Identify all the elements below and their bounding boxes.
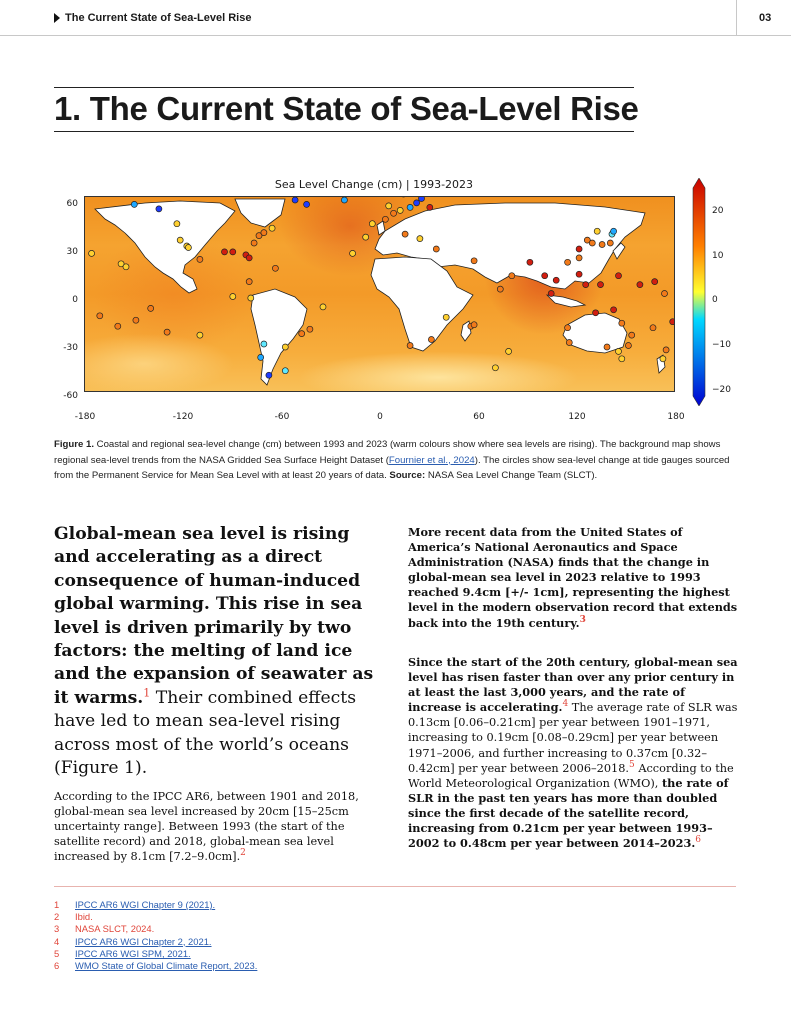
tide-gauge-point [492,365,498,371]
y-tick-neg30: -30 [63,343,78,353]
x-tick-neg180: -180 [74,412,96,422]
tide-gauge-point [548,291,554,297]
tide-gauge-point [282,368,288,374]
tide-gauge-point [650,325,656,331]
tide-gauge-point [177,237,183,243]
tide-gauge-point [598,282,604,288]
tide-gauge-point [269,225,275,231]
tide-gauge-point [123,264,129,270]
tide-gauge-point [350,250,356,256]
colorbar-tick-neg20: −20 [712,385,731,395]
y-tick-30: 30 [66,247,78,257]
x-tick-60: 60 [473,412,485,422]
colorbar-tick-0: 0 [712,295,718,305]
title-rule-top [54,87,634,88]
y-tick-60: 60 [66,199,78,209]
caption-source-label: Source: [389,470,426,481]
tide-gauge-point [230,249,236,255]
australia-shape [563,313,627,353]
footnote-number: 3 [54,923,60,935]
tide-gauge-point [417,236,423,242]
tide-gauge-point [391,210,397,216]
tide-gauge-point [629,332,635,338]
caption-text-2: ). The circles show sea-level change at tide gauges sourced from the Permanent Service for Mean Sea Level with at least 20 years of data. [54,454,730,481]
tide-gauge-point [369,221,375,227]
header-divider [0,35,791,36]
tide-gauge-point [660,356,666,362]
x-tick-120: 120 [568,412,586,422]
tide-gauge-point [427,204,433,210]
tide-gauge-point [407,204,413,210]
map-svg [85,197,675,392]
footnote-ref-3[interactable]: 3 [579,614,586,625]
tide-gauge-point [663,347,669,353]
tide-gauge-point [197,256,203,262]
ipcc-text: According to the IPCC AR6, between 1901 and 2018, global-mean sea level increased by 20cm [15–25cm uncertainty range]. Between 1993 (the start of the satellite record) and 2018, global-mean sea level increased by 8.1cm [7.2–9.0cm]. [54,790,359,864]
north-america-shape [95,201,235,293]
colorbar-gradient [693,178,705,406]
sea-level-map [84,196,675,392]
tide-gauge-point [246,255,252,261]
footnote-divider [54,886,736,887]
tide-gauge-point [576,271,582,277]
tide-gauge-point [599,242,605,248]
tide-gauge-point [251,240,257,246]
africa-shape [371,257,473,351]
tide-gauge-point [583,282,589,288]
tide-gauge-point [299,331,305,337]
footnote-number: 2 [54,911,60,923]
tide-gauge-point [248,295,254,301]
footnote-ref-6[interactable]: 6 [695,835,702,846]
tide-gauge-point [382,216,388,222]
tide-gauge-point [363,234,369,240]
colorbar-tick-neg10: −10 [712,340,731,350]
tide-gauge-point [258,354,264,360]
x-tick-neg60: -60 [274,412,290,422]
tide-gauge-point [320,304,326,310]
tide-gauge-point [397,207,403,213]
footnote-item [54,936,257,948]
footnote-item [54,899,257,911]
tide-gauge-point [292,197,298,203]
nasa-text: More recent data from the United States of America’s National Aeronautics and Space Administration (NASA) finds that the change in global-mean sea level in 2023 relative to 1993 reached 9.4cm [+/- 1cm], representing the highest level in the modern observation record that extends back into the 19th century. [408,525,738,630]
indonesia-shape [547,295,585,307]
tide-gauge-point [589,240,595,246]
tide-gauge-point [594,228,600,234]
footnote-link[interactable]: WMO State of Global Climate Report, 2023. [75,960,258,972]
tide-gauge-point [222,249,228,255]
tide-gauge-point [566,340,572,346]
tide-gauge-point [428,337,434,343]
tide-gauge-point [402,231,408,237]
tide-gauge-point [266,372,272,378]
colorbar-tick-20: 20 [712,206,724,216]
acceleration-text: The average rate of SLR was 0.13cm [0.06–0.21cm] per year between 1901–1971, increasing to 0.19cm [0.08–0.29cm] per year between 1971–2006, and further increasing to 0.37cm [0.32–0.42cm] per year between 2006–2018. [408,701,738,775]
tide-gauge-point [174,221,180,227]
tide-gauge-point [607,240,613,246]
tide-gauge-point [637,282,643,288]
sea-level-figure [54,176,731,426]
tide-gauge-point [611,228,617,234]
tide-gauge-point [407,343,413,349]
colorbar-tick-10: 10 [712,251,724,261]
tide-gauge-point [604,344,610,350]
footnote-text: Ibid. [75,911,93,923]
x-tick-neg120: -120 [172,412,194,422]
y-tick-0: 0 [72,295,78,305]
caption-source-text: NASA Sea Level Change Team (SLCT). [425,470,598,481]
tide-gauge-point [433,246,439,252]
tide-gauge-point [261,341,267,347]
footnote-link[interactable]: IPCC AR6 WGI Chapter 2, 2021. [75,935,212,947]
running-header-title [54,12,251,24]
wmo-bold: the rate of SLR in the past ten years has more than doubled since the first decade of the satellite record, increasing from 0.21cm per year between 1993–2002 to 0.48cm per year between 2014–2023. [408,775,729,851]
nasa-paragraph [408,525,740,631]
tide-gauge-point [662,291,668,297]
y-tick-neg60: -60 [63,391,78,401]
footnote-item [54,948,257,960]
greenland-shape [235,199,285,227]
footnote-link[interactable]: IPCC AR6 WGI SPM, 2021. [75,947,191,959]
tide-gauge-point [133,317,139,323]
tide-gauge-point [282,344,288,350]
tide-gauge-point [185,245,191,251]
chart-title: Sea Level Change (cm) | 1993-2023 [274,178,474,191]
footnote-item [54,923,257,935]
wmo-text: According to the World Meteorological Organization (WMO), [408,761,734,790]
tide-gauge-point [553,277,559,283]
caption-link[interactable]: Fournier et al., 2024 [388,454,475,466]
tide-gauge-point [565,259,571,265]
colorbar [692,178,706,406]
acceleration-bold: Since the start of the 20th century, global-mean sea level has risen faster than over any prior century in at least the last 3,000 years, and the rate of increase is accelerating. [408,655,738,715]
tide-gauge-point [246,279,252,285]
caption-text-1: Coastal and regional sea-level change (cm) between 1993 and 2023 (warm colours show where sea levels are rising). The background map shows regional sea-level trends from the NASA Gridded Sea Surface Height Dataset ( [54,439,721,466]
footnote-ref-5[interactable]: 5 [629,759,635,770]
section-title: The Current State of Sea-Level Rise [65,12,252,24]
running-header [0,0,791,36]
footnote-ref-2[interactable]: 2 [240,848,246,859]
tide-gauge-point [506,348,512,354]
tide-gauge-point [471,258,477,264]
tide-gauge-point [619,356,625,362]
tide-gauge-point [148,305,154,311]
tide-gauge-point [386,203,392,209]
x-tick-180: 180 [667,412,685,422]
tide-gauge-point [471,322,477,328]
lead-bold: Global-mean sea level is rising and accelerating as a direct consequence of human-induced global warming. This rise in sea level is driven primarily by two factors: the melting of land ice and the expansion of seawater as it warms. [54,524,374,708]
tide-gauge-point [341,197,347,203]
tide-gauge-point [97,313,103,319]
footnote-number: 1 [54,899,60,910]
tide-gauge-point [625,343,631,349]
tide-gauge-point [670,319,675,325]
tide-gauge-point [619,320,625,326]
tide-gauge-point [261,230,267,236]
acceleration-paragraph [408,655,740,851]
tide-gauge-point [497,286,503,292]
footnotes [54,899,257,972]
lead-rest: Their combined effects have led to mean sea-level rising across most of the world’s oceans (Figure 1). [54,687,357,779]
page-number: 03 [759,12,772,24]
tide-gauge-point [156,206,162,212]
tide-gauge-point [164,329,170,335]
footnote-ref-4[interactable]: 4 [562,699,569,710]
ipcc-paragraph [54,789,384,864]
tide-gauge-point [542,273,548,279]
tide-gauge-point [272,265,278,271]
footnote-link[interactable]: IPCC AR6 WGI Chapter 9 (2021). [75,899,216,910]
tide-gauge-point [443,314,449,320]
tide-gauge-point [304,201,310,207]
tide-gauge-point [131,201,137,207]
footnote-number: 4 [54,935,60,947]
tide-gauge-point [230,294,236,300]
footnote-number: 6 [54,960,60,972]
tide-gauge-point [527,259,533,265]
south-america-shape [251,289,307,385]
tide-gauge-point [414,200,420,206]
footnote-item [54,911,257,923]
landmasses [95,199,665,385]
footnote-item [54,960,257,972]
tide-gauge-point [576,246,582,252]
tide-gauge-point [115,323,121,329]
tide-gauge-point [593,310,599,316]
tide-gauge-point [307,326,313,332]
tide-gauge-point [576,255,582,261]
tide-gauge-point [89,250,95,256]
tide-gauge-point [419,197,425,202]
tide-gauge-point [565,325,571,331]
lead-paragraph [54,523,384,780]
tide-gauge-point [611,307,617,313]
tide-gauge-point [616,348,622,354]
page-title: 1. The Current State of Sea-Level Rise [54,90,639,127]
caption-label: Figure 1. [54,439,94,450]
tide-gauge-point [509,273,515,279]
tide-gauge-point [652,279,658,285]
page-number-box [736,0,791,36]
tide-gauge-point [616,273,622,279]
footnote-number: 5 [54,947,60,959]
footnote-text: NASA SLCT, 2024. [75,923,155,935]
x-tick-0: 0 [377,412,383,422]
triangle-bullet-icon [54,13,60,23]
footnote-ref-1[interactable]: 1 [143,686,151,700]
tide-gauge-point [197,332,203,338]
figure-caption [54,437,734,484]
title-rule-bottom [54,131,634,132]
